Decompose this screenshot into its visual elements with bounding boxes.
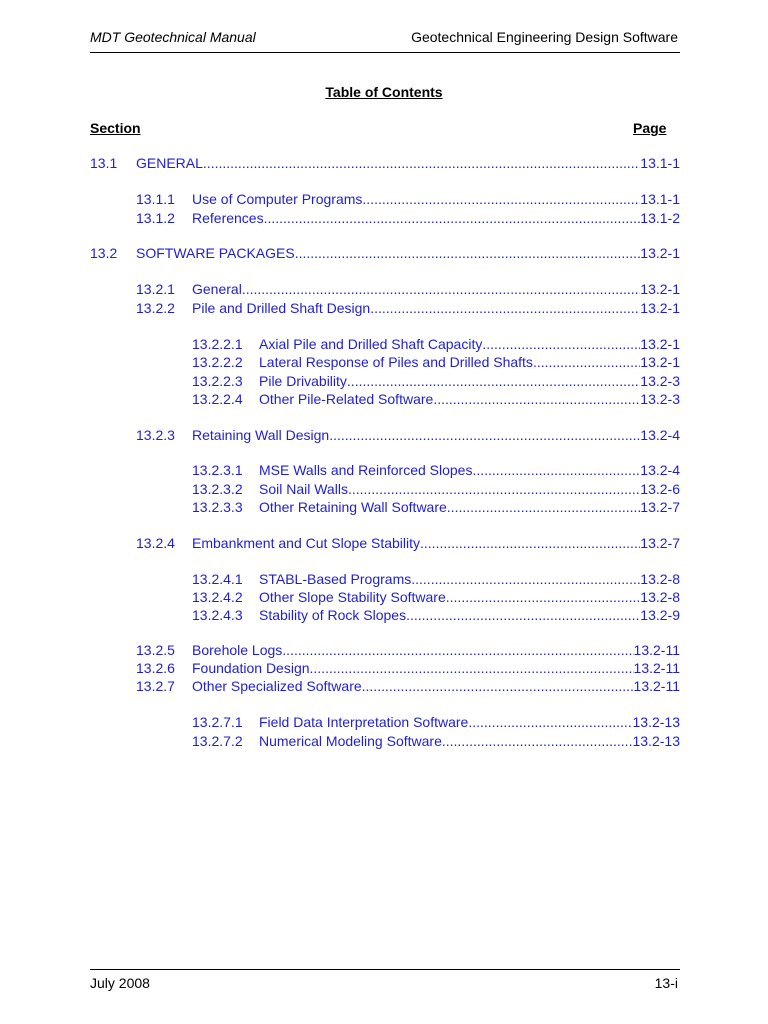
toc-entry-title: Soil Nail Walls <box>259 481 348 497</box>
toc-entry-number: 13.2 <box>90 245 118 261</box>
toc-entry-number: 13.2.7.2 <box>192 733 243 749</box>
toc-entry-page: 13.2-3 <box>640 391 680 407</box>
toc-entry[interactable] <box>136 427 680 445</box>
toc-entry-leader-dots <box>468 714 632 730</box>
toc-entry-leader-dots <box>295 245 641 261</box>
toc-entry[interactable] <box>136 191 680 209</box>
toc-entry-page: 13.2-11 <box>633 678 680 694</box>
toc-entry-leader-dots <box>362 678 634 694</box>
toc-entry-title: MSE Walls and Reinforced Slopes <box>259 462 473 478</box>
footer-date: July 2008 <box>90 975 150 991</box>
toc-entry-title: Embankment and Cut Slope Stability <box>192 535 421 551</box>
toc-entry[interactable] <box>192 607 680 625</box>
toc-entry-leader-dots <box>242 281 640 297</box>
toc-entry-title: Numerical Modeling Software <box>259 733 442 749</box>
toc-entry-page: 13.2-4 <box>640 427 680 443</box>
toc-entry-leader-dots <box>282 642 633 658</box>
toc-entry-leader-dots <box>447 499 641 515</box>
toc-entry-number: 13.2.5 <box>136 642 175 658</box>
toc-entry-leader-dots <box>482 336 640 352</box>
toc-entry-number: 13.1.2 <box>136 210 175 226</box>
toc-entry-page: 13.2-1 <box>640 300 680 316</box>
toc-entry-title: Retaining Wall Design <box>192 427 330 443</box>
toc-entry[interactable] <box>192 373 680 391</box>
toc-entry-page: 13.1-2 <box>640 210 680 226</box>
toc-entry-title: STABL-Based Programs <box>259 571 412 587</box>
toc-entry-page: 13.2-8 <box>640 589 680 605</box>
page-header <box>90 29 678 51</box>
toc-entry-title: SOFTWARE PACKAGES <box>136 245 295 261</box>
toc-entry-leader-dots <box>533 354 640 370</box>
toc-entry[interactable] <box>90 245 680 263</box>
toc-entry-leader-dots <box>446 589 641 605</box>
toc-entry[interactable] <box>192 499 680 517</box>
toc-entry[interactable] <box>192 714 680 732</box>
toc-entry-title: General <box>192 281 242 297</box>
toc-column-section: Section <box>90 120 141 136</box>
toc-entry-title: Axial Pile and Drilled Shaft Capacity <box>259 336 483 352</box>
toc-entry-page: 13.1-1 <box>640 191 680 207</box>
toc-entry-number: 13.2.3.3 <box>192 499 243 515</box>
toc-entry-number: 13.2.1 <box>136 281 175 297</box>
header-chapter-title: Geotechnical Engineering Design Software <box>411 29 678 45</box>
toc-title: Table of Contents <box>325 84 443 100</box>
toc-entry-page: 13.2-11 <box>633 660 680 676</box>
toc-entry-title: Foundation Design <box>192 660 310 676</box>
toc-entry-number: 13.2.2.2 <box>192 354 243 370</box>
toc-entry-page: 13.2-8 <box>640 571 680 587</box>
toc-entry-title: Other Retaining Wall Software <box>259 499 447 515</box>
toc-entry-leader-dots <box>406 607 640 623</box>
toc-entry[interactable] <box>192 589 680 607</box>
toc-entry[interactable] <box>192 481 680 499</box>
toc-entry-number: 13.1 <box>90 155 118 171</box>
toc-entry-number: 13.2.2.4 <box>192 391 243 407</box>
toc-entry[interactable] <box>192 336 680 354</box>
toc-entry-title: Other Specialized Software <box>192 678 362 694</box>
toc-entry-number: 13.2.7.1 <box>192 714 243 730</box>
toc-entry-title: Lateral Response of Piles and Drilled Shafts <box>259 354 533 370</box>
toc-entry-number: 13.2.2 <box>136 300 175 316</box>
toc-entry-title: References <box>192 210 264 226</box>
toc-entry-page: 13.2-1 <box>640 245 680 261</box>
toc-entry[interactable] <box>192 571 680 589</box>
toc-entry-page: 13.2-9 <box>640 607 680 623</box>
toc-entry-page: 13.2-13 <box>632 733 680 749</box>
toc-entry[interactable] <box>136 210 680 228</box>
toc-entry[interactable] <box>192 354 680 372</box>
toc-entry-page: 13.2-4 <box>640 462 680 478</box>
toc-entry-title: Other Slope Stability Software <box>259 589 446 605</box>
toc-entry[interactable] <box>192 733 680 751</box>
toc-entry[interactable] <box>136 535 680 553</box>
toc-entry[interactable] <box>192 462 680 480</box>
toc-entry-number: 13.2.2.1 <box>192 336 243 352</box>
toc-entry-number: 13.2.6 <box>136 660 175 676</box>
toc-entry-leader-dots <box>472 462 640 478</box>
header-manual-title: MDT Geotechnical Manual <box>90 29 256 45</box>
toc-entry-leader-dots <box>433 391 640 407</box>
toc-entry-title: Borehole Logs <box>192 642 283 658</box>
header-rule <box>90 52 680 53</box>
toc-entry-title: Other Pile-Related Software <box>259 391 434 407</box>
toc-entry-title: Pile Drivability <box>259 373 347 389</box>
toc-entry-title: Pile and Drilled Shaft Design <box>192 300 371 316</box>
toc-entry-title: Stability of Rock Slopes <box>259 607 407 623</box>
toc-entry[interactable] <box>192 391 680 409</box>
toc-entry-leader-dots <box>310 660 634 676</box>
toc-entry-number: 13.2.4.3 <box>192 607 243 623</box>
toc-entry[interactable] <box>136 642 680 660</box>
toc-entry-number: 13.1.1 <box>136 191 175 207</box>
toc-entry-page: 13.2-1 <box>640 281 680 297</box>
toc-entry-page: 13.2-1 <box>640 354 680 370</box>
toc-entry-leader-dots <box>203 155 640 171</box>
toc-entry-leader-dots <box>329 427 640 443</box>
toc-entry-page: 13.2-7 <box>640 499 680 515</box>
toc-entry[interactable] <box>136 281 680 299</box>
toc-entry-leader-dots <box>370 300 640 316</box>
footer-rule <box>90 969 680 970</box>
page-footer <box>90 975 678 997</box>
toc-entry-leader-dots <box>264 210 641 226</box>
footer-page-number: 13-i <box>654 975 678 991</box>
toc-entry-page: 13.1-1 <box>640 155 680 171</box>
toc-entry-page: 13.2-1 <box>640 336 680 352</box>
toc-entry-leader-dots <box>362 191 640 207</box>
toc-entry-number: 13.2.4 <box>136 535 175 551</box>
toc-entry[interactable] <box>136 660 680 678</box>
toc-entry[interactable] <box>90 155 680 173</box>
toc-entry-number: 13.2.3.2 <box>192 481 243 497</box>
toc-entry-number: 13.2.2.3 <box>192 373 243 389</box>
toc-entry-leader-dots <box>420 535 640 551</box>
toc-entry-title: Use of Computer Programs <box>192 191 363 207</box>
toc-entry-number: 13.2.4.1 <box>192 571 243 587</box>
toc-entry-leader-dots <box>347 373 640 389</box>
toc-entry-number: 13.2.4.2 <box>192 589 243 605</box>
toc-entry[interactable] <box>136 678 680 696</box>
toc-entry-page: 13.2-3 <box>640 373 680 389</box>
toc-entry-page: 13.2-6 <box>640 481 680 497</box>
toc-entry-number: 13.2.3 <box>136 427 175 443</box>
toc-entry-number: 13.2.3.1 <box>192 462 243 478</box>
toc-entry-page: 13.2-7 <box>640 535 680 551</box>
toc-entry-page: 13.2-13 <box>632 714 680 730</box>
toc-entry-number: 13.2.7 <box>136 678 175 694</box>
toc-entry-page: 13.2-11 <box>633 642 680 658</box>
toc-entry[interactable] <box>136 300 680 318</box>
toc-entry-title: Field Data Interpretation Software <box>259 714 469 730</box>
toc-entry-leader-dots <box>411 571 640 587</box>
toc-entry-title: GENERAL <box>136 155 203 171</box>
toc-entry-leader-dots <box>442 733 633 749</box>
toc-column-page: Page <box>633 120 667 136</box>
toc-entry-leader-dots <box>348 481 640 497</box>
